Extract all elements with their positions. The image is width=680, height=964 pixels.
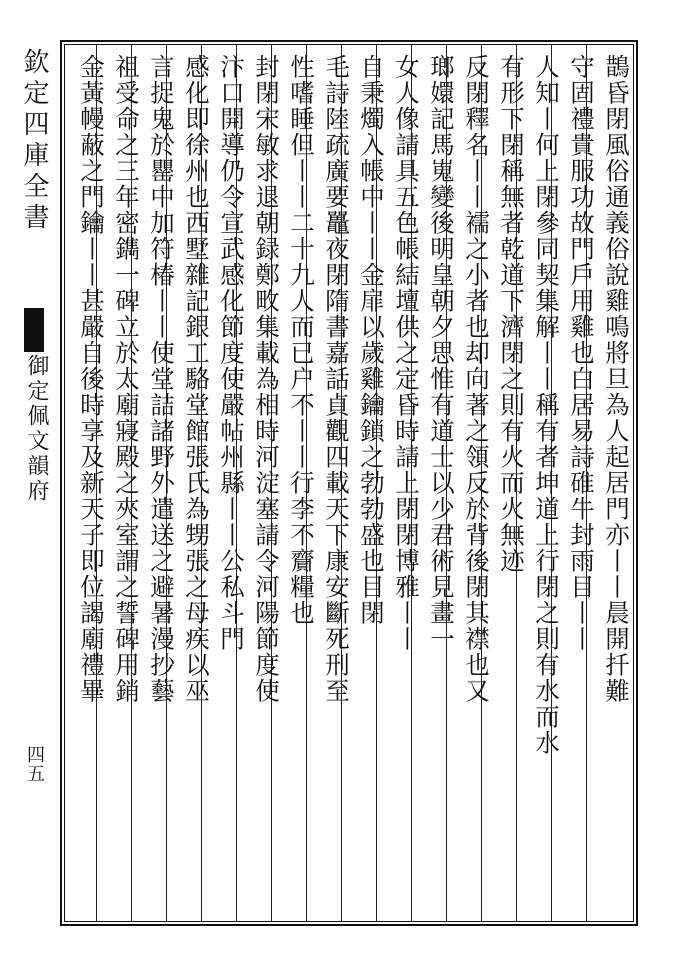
text-column-9: 毛詩陸疏廣要鼉夜閉隋書嘉話貞觀四載天下康安斷死刑至 [322,54,351,704]
text-column-13: 感化即徐州也西墅雜記銀工駱堂館張氏為甥張之母疾以巫 [182,54,211,704]
page-margin [14,48,54,928]
text-column-3: 人知丨何上閉參同契集解丨丨稱有者坤道上行閉之則有水而水 [532,54,561,756]
text-column-5: 反閉釋名丨丨襦之小者也却向著之領反於背後閉其襟也又 [462,54,491,704]
book-title: 欽定四庫全書 [19,48,49,234]
text-column-16: 金黃幔蔽之門鑰丨丨甚嚴自後時享及新天子即位謁廟禮畢 [77,54,106,704]
text-column-12: 汴口開導仍令宣武感化節度使嚴帖州縣丨丨公私斗門 [217,54,246,652]
fishtail-mark [24,308,44,352]
text-column-1: 鵲昏閉風俗通義俗說雞鳴將旦為人起居門亦丨丨晨開扦難 [602,54,631,704]
text-column-15: 祖受命之三年密鐫一碑立於太廟寢殿之夾室謂之誓碑用銷 [112,54,141,704]
page-number: 四五 [24,745,45,783]
text-column-14: 言捉鬼於罌中加符椿丨丨使堂詰諸野外遣送之避暑漫抄藝 [147,54,176,704]
text-column-7: 女人像請具五色帳結壇供之定昏時請上閉閉博雅丨丨 [392,54,421,652]
text-column-10: 性嗜睡但丨丨二十九人而已户不丨丨行李不齎糧也 [287,54,316,626]
book-subtitle: 御定佩文韻府 [24,354,49,504]
text-column-11: 封閉宋敏求退朝録鄭畋集載為相時河淀塞請令河陽節度使 [252,54,281,704]
text-column-6: 瑯嬛記馬嵬變後明皇朝夕思惟有道士以少君術見畫一 [427,54,456,652]
text-column-2: 守固禮貴服功故門戶用雞也白居易詩碓牛封雨目丨丨 [567,54,596,652]
text-column-4: 有形下閉稱無者乾道下濟閉之則有火而火無迹 [497,54,526,574]
text-column-8: 自秉燭入帳中丨丨金扉以歲雞鑰鎖之勃勃盛也目閉 [357,54,386,626]
